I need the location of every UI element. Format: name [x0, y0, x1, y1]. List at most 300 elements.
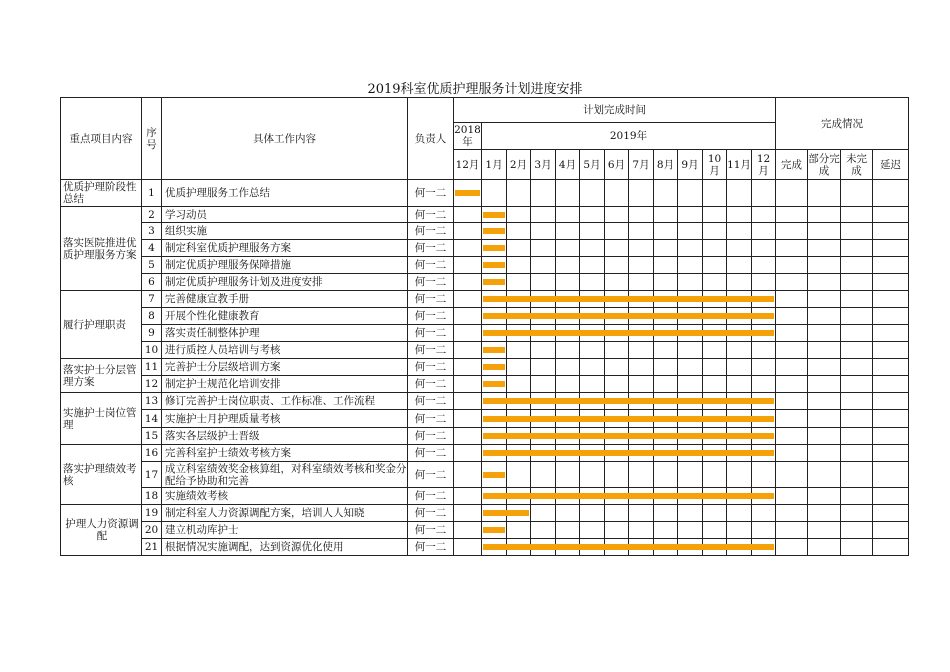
progress-bar [483, 450, 774, 456]
month-cell [605, 462, 629, 488]
status-cell [776, 274, 808, 291]
table-row [61, 342, 909, 359]
status-cell [776, 325, 808, 342]
month-cell [678, 274, 703, 291]
month-cell [605, 207, 629, 223]
status-cell [873, 505, 909, 522]
month-cell [580, 522, 605, 539]
status-cell [873, 207, 909, 223]
table-row [61, 291, 909, 308]
month-cell [507, 223, 531, 240]
month-cell [454, 207, 482, 223]
month-cell [580, 274, 605, 291]
row-number: 16 [142, 445, 162, 462]
month-cell [556, 257, 580, 274]
month-cell [531, 505, 556, 522]
status-cell [808, 308, 841, 325]
row-number: 14 [142, 410, 162, 428]
row-number: 12 [142, 376, 162, 393]
month-cell [678, 223, 703, 240]
progress-bar [483, 262, 505, 268]
category-cell: 履行护理职责 [61, 291, 142, 359]
status-cell [841, 274, 873, 291]
status-cell [808, 428, 841, 445]
month-cell [454, 462, 482, 488]
table-row [61, 240, 909, 257]
owner-cell: 何一二 [408, 393, 454, 410]
month-cell [454, 445, 482, 462]
row-number: 1 [142, 180, 162, 207]
owner-cell: 何一二 [408, 522, 454, 539]
status-cell [873, 223, 909, 240]
month-cell [605, 359, 629, 376]
status-cell [841, 291, 873, 308]
status-cell [776, 488, 808, 505]
status-cell [776, 342, 808, 359]
month-cell [629, 240, 654, 257]
month-cell [752, 223, 776, 240]
status-cell [873, 445, 909, 462]
status-cell [808, 505, 841, 522]
month-cell [482, 325, 507, 342]
month-cell [752, 180, 776, 207]
month-cell [654, 359, 678, 376]
month-cell [507, 257, 531, 274]
month-cell [482, 522, 507, 539]
row-number: 9 [142, 325, 162, 342]
month-cell [629, 180, 654, 207]
owner-cell: 何一二 [408, 428, 454, 445]
status-cell [776, 223, 808, 240]
header-status: 完成情况 [776, 98, 909, 150]
status-cell [841, 223, 873, 240]
row-number: 20 [142, 522, 162, 539]
row-number: 10 [142, 342, 162, 359]
header-month: 12月 [752, 150, 776, 180]
month-cell [629, 274, 654, 291]
month-cell [629, 257, 654, 274]
status-cell [776, 376, 808, 393]
category-cell: 落实医院推进优质护理服务方案 [61, 207, 142, 291]
month-cell [580, 180, 605, 207]
owner-cell: 何一二 [408, 274, 454, 291]
owner-cell: 何一二 [408, 359, 454, 376]
month-cell [507, 359, 531, 376]
status-cell [873, 462, 909, 488]
table-row [61, 410, 909, 428]
month-cell [556, 180, 580, 207]
month-cell [605, 180, 629, 207]
task-cell: 组织实施 [162, 223, 408, 240]
status-cell [808, 257, 841, 274]
month-cell [629, 462, 654, 488]
month-cell [703, 180, 727, 207]
month-cell [556, 376, 580, 393]
status-cell [873, 308, 909, 325]
progress-bar [483, 493, 774, 499]
month-cell [605, 376, 629, 393]
month-cell [556, 342, 580, 359]
month-cell [507, 522, 531, 539]
month-cell [703, 462, 727, 488]
row-number: 21 [142, 539, 162, 556]
row-number: 8 [142, 308, 162, 325]
status-cell [873, 410, 909, 428]
month-cell [482, 223, 507, 240]
month-cell [482, 240, 507, 257]
month-cell [482, 410, 507, 428]
table-row [61, 522, 909, 539]
owner-cell: 何一二 [408, 325, 454, 342]
month-cell [531, 376, 556, 393]
category-cell: 优质护理阶段性总结 [61, 180, 142, 207]
status-cell [808, 410, 841, 428]
month-cell [654, 505, 678, 522]
table-row [61, 207, 909, 223]
month-cell [727, 180, 752, 207]
header-month: 7月 [629, 150, 654, 180]
month-cell [703, 376, 727, 393]
month-cell [703, 505, 727, 522]
month-cell [531, 342, 556, 359]
month-cell [580, 223, 605, 240]
header-plan-time: 计划完成时间 [454, 98, 776, 123]
month-cell [507, 376, 531, 393]
month-cell [727, 257, 752, 274]
month-cell [482, 274, 507, 291]
month-cell [531, 274, 556, 291]
owner-cell: 何一二 [408, 180, 454, 207]
owner-cell: 何一二 [408, 342, 454, 359]
month-cell [752, 522, 776, 539]
task-cell: 成立科室绩效奖金核算组，对科室绩效考核和奖金分配给予协助和完善 [162, 462, 408, 488]
month-cell [678, 522, 703, 539]
category-cell: 实施护士岗位管理 [61, 393, 142, 445]
status-cell [808, 376, 841, 393]
month-cell [482, 342, 507, 359]
month-cell [605, 522, 629, 539]
owner-cell: 何一二 [408, 291, 454, 308]
status-cell [841, 342, 873, 359]
task-cell: 完善护士分层级培训方案 [162, 359, 408, 376]
month-cell [678, 359, 703, 376]
status-cell [776, 445, 808, 462]
status-cell [873, 180, 909, 207]
month-cell [454, 539, 482, 556]
header-month: 9月 [678, 150, 703, 180]
owner-cell: 何一二 [408, 308, 454, 325]
table-row [61, 274, 909, 291]
month-cell [454, 522, 482, 539]
month-cell [556, 223, 580, 240]
owner-cell: 何一二 [408, 240, 454, 257]
status-cell [841, 325, 873, 342]
header-month: 1月 [482, 150, 507, 180]
table-row [61, 180, 909, 207]
month-cell [482, 308, 507, 325]
status-cell [776, 393, 808, 410]
month-cell [752, 257, 776, 274]
month-cell [703, 223, 727, 240]
status-cell [841, 428, 873, 445]
month-cell [531, 359, 556, 376]
month-cell [678, 462, 703, 488]
table-row [61, 223, 909, 240]
month-cell [482, 291, 507, 308]
month-cell [454, 223, 482, 240]
task-cell: 落实各层级护士晋级 [162, 428, 408, 445]
status-cell [808, 325, 841, 342]
month-cell [454, 359, 482, 376]
month-cell [454, 274, 482, 291]
month-cell [752, 376, 776, 393]
header-month: 4月 [556, 150, 580, 180]
month-cell [580, 207, 605, 223]
table-row [61, 376, 909, 393]
status-cell [776, 291, 808, 308]
status-cell [841, 522, 873, 539]
month-cell [678, 257, 703, 274]
schedule-table [60, 97, 909, 556]
task-cell: 制定护士规范化培训安排 [162, 376, 408, 393]
status-cell [808, 342, 841, 359]
header-month: 3月 [531, 150, 556, 180]
month-cell [531, 462, 556, 488]
month-cell [482, 462, 507, 488]
status-cell [873, 488, 909, 505]
status-cell [808, 207, 841, 223]
task-cell: 优质护理服务工作总结 [162, 180, 408, 207]
status-cell [841, 207, 873, 223]
table-row [61, 505, 909, 522]
row-number: 5 [142, 257, 162, 274]
month-cell [629, 207, 654, 223]
month-cell [727, 342, 752, 359]
table-row [61, 393, 909, 410]
status-cell [841, 359, 873, 376]
status-cell [808, 223, 841, 240]
status-cell [873, 393, 909, 410]
table-row [61, 359, 909, 376]
table-row [61, 308, 909, 325]
month-cell [454, 376, 482, 393]
progress-bar [483, 364, 505, 370]
month-cell [556, 522, 580, 539]
month-cell [531, 180, 556, 207]
progress-bar [483, 544, 774, 550]
month-cell [482, 393, 507, 410]
owner-cell: 何一二 [408, 223, 454, 240]
month-cell [482, 445, 507, 462]
month-cell [703, 240, 727, 257]
status-cell [808, 522, 841, 539]
owner-cell: 何一二 [408, 505, 454, 522]
progress-bar [483, 347, 505, 353]
category-cell: 落实护士分层管理方案 [61, 359, 142, 393]
month-cell [605, 223, 629, 240]
month-cell [727, 376, 752, 393]
month-cell [556, 505, 580, 522]
table-row [61, 488, 909, 505]
owner-cell: 何一二 [408, 488, 454, 505]
status-cell [776, 180, 808, 207]
status-cell [808, 488, 841, 505]
table-row [61, 539, 909, 556]
month-cell [454, 308, 482, 325]
month-cell [507, 342, 531, 359]
status-cell [808, 393, 841, 410]
status-cell [873, 359, 909, 376]
header-year-2018: 2018年 [454, 124, 481, 148]
status-cell [776, 462, 808, 488]
status-cell [776, 207, 808, 223]
task-cell: 修订完善护士岗位职责、工作标准、工作流程 [162, 393, 408, 410]
month-cell [482, 207, 507, 223]
month-cell [703, 342, 727, 359]
category-cell: 落实护理绩效考核 [61, 445, 142, 505]
month-cell [531, 223, 556, 240]
month-cell [654, 462, 678, 488]
progress-bar [483, 245, 505, 251]
owner-cell: 何一二 [408, 462, 454, 488]
task-cell: 制定科室优质护理服务方案 [162, 240, 408, 257]
month-cell [703, 274, 727, 291]
status-cell [873, 376, 909, 393]
month-cell [454, 428, 482, 445]
month-cell [654, 376, 678, 393]
status-cell [873, 240, 909, 257]
month-cell [531, 522, 556, 539]
task-cell: 落实责任制整体护理 [162, 325, 408, 342]
status-cell [776, 522, 808, 539]
month-cell [727, 359, 752, 376]
status-cell [776, 359, 808, 376]
status-cell [841, 410, 873, 428]
month-cell [507, 240, 531, 257]
header-month: 6月 [605, 150, 629, 180]
row-number: 17 [142, 462, 162, 488]
month-cell [629, 223, 654, 240]
month-cell [580, 359, 605, 376]
table-row [61, 445, 909, 462]
month-cell [454, 410, 482, 428]
task-cell: 根据情况实施调配，达到资源优化使用 [162, 539, 408, 556]
header-month: 8月 [654, 150, 678, 180]
status-cell [841, 180, 873, 207]
month-cell [727, 462, 752, 488]
month-cell [531, 257, 556, 274]
month-cell [580, 342, 605, 359]
month-cell [678, 207, 703, 223]
row-number: 13 [142, 393, 162, 410]
month-cell [556, 274, 580, 291]
month-cell [703, 522, 727, 539]
month-cell [556, 240, 580, 257]
month-cell [482, 539, 507, 556]
month-cell [580, 240, 605, 257]
header-month: 2月 [507, 150, 531, 180]
month-cell [678, 505, 703, 522]
row-number: 2 [142, 207, 162, 223]
owner-cell: 何一二 [408, 207, 454, 223]
status-cell [841, 240, 873, 257]
row-number: 18 [142, 488, 162, 505]
month-cell [678, 376, 703, 393]
month-cell [454, 180, 482, 207]
month-cell [629, 359, 654, 376]
month-cell [703, 257, 727, 274]
status-cell [808, 274, 841, 291]
month-cell [629, 505, 654, 522]
status-cell [873, 257, 909, 274]
month-cell [752, 505, 776, 522]
month-cell [482, 180, 507, 207]
task-cell: 实施绩效考核 [162, 488, 408, 505]
month-cell [507, 207, 531, 223]
header-month: 10月 [703, 150, 727, 180]
status-cell [873, 539, 909, 556]
task-cell: 建立机动库护士 [162, 522, 408, 539]
month-cell [752, 240, 776, 257]
month-cell [556, 462, 580, 488]
progress-bar [483, 279, 505, 285]
progress-bar [483, 433, 774, 439]
row-number: 3 [142, 223, 162, 240]
month-cell [605, 505, 629, 522]
month-cell [454, 240, 482, 257]
month-cell [654, 522, 678, 539]
status-cell [873, 428, 909, 445]
month-cell [454, 291, 482, 308]
progress-bar [483, 228, 505, 234]
month-cell [752, 359, 776, 376]
task-cell: 完善科室护士绩效考核方案 [162, 445, 408, 462]
month-cell [654, 240, 678, 257]
status-cell [808, 445, 841, 462]
row-number: 15 [142, 428, 162, 445]
progress-bar [483, 330, 774, 336]
progress-bar [483, 527, 505, 533]
header-month: 11月 [727, 150, 752, 180]
status-cell [841, 376, 873, 393]
status-cell [873, 342, 909, 359]
status-cell [776, 428, 808, 445]
status-cell [808, 359, 841, 376]
task-cell: 制定优质护理服务保障措施 [162, 257, 408, 274]
task-cell: 制定科室人力资源调配方案，培训人人知晓 [162, 505, 408, 522]
row-number: 7 [142, 291, 162, 308]
table-row [61, 325, 909, 342]
month-cell [727, 223, 752, 240]
month-cell [482, 488, 507, 505]
task-cell: 学习动员 [162, 207, 408, 223]
task-cell: 制定优质护理服务计划及进度安排 [162, 274, 408, 291]
status-cell [808, 539, 841, 556]
month-cell [703, 207, 727, 223]
month-cell [454, 325, 482, 342]
status-cell [873, 291, 909, 308]
status-cell [873, 325, 909, 342]
row-number: 19 [142, 505, 162, 522]
progress-bar [483, 212, 505, 218]
progress-bar [483, 381, 505, 387]
month-cell [454, 342, 482, 359]
month-cell [556, 207, 580, 223]
month-cell [678, 240, 703, 257]
month-cell [454, 257, 482, 274]
month-cell [752, 207, 776, 223]
status-cell [841, 257, 873, 274]
